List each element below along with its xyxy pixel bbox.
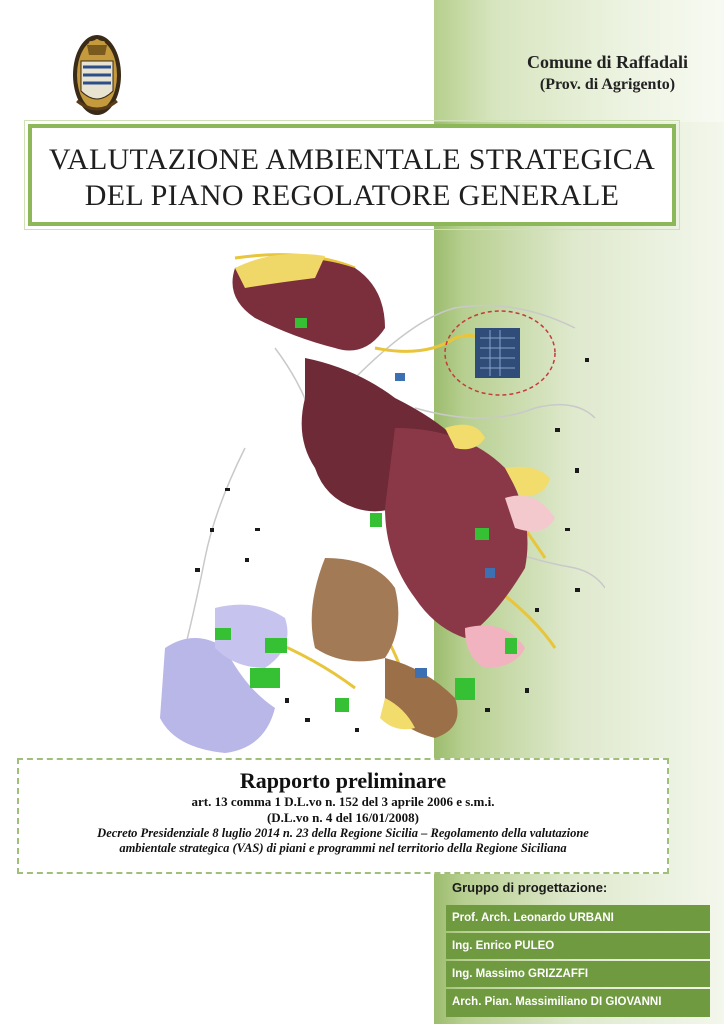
team-member: Arch. Pian. Massimiliano DI GIOVANNI — [446, 989, 710, 1017]
report-box — [17, 758, 669, 874]
team-member: Ing. Enrico PULEO — [446, 933, 710, 959]
title-line-1: VALUTAZIONE AMBIENTALE STRATEGICA — [48, 143, 656, 176]
report-law-reference: art. 13 comma 1 D.L.vo n. 152 del 3 aprile 2006 e s.m.i. — [191, 794, 495, 809]
report-regional-decree-2: ambientale strategica (VAS) di piani e programmi nel territorio della Regione Siciliana — [119, 841, 567, 855]
design-team-list — [446, 905, 710, 1019]
province-name: (Prov. di Agrigento) — [539, 76, 676, 93]
town-plan-map — [155, 228, 605, 758]
coat-of-arms-icon — [71, 31, 123, 119]
design-team-title: Gruppo di progettazione: — [452, 880, 608, 895]
team-member: Prof. Arch. Leonardo URBANI — [446, 905, 710, 931]
report-title: Rapporto preliminare — [239, 768, 447, 793]
report-decree-reference: (D.L.vo n. 4 del 16/01/2008) — [266, 810, 420, 825]
title-line-2: DEL PIANO REGOLATORE GENERALE — [84, 179, 620, 212]
municipality-header — [527, 50, 688, 96]
report-regional-decree-1: Decreto Presidenziale 8 luglio 2014 n. 23 della Regione Sicilia – Regolamento della valutazione — [97, 826, 589, 840]
document-title-box — [28, 124, 676, 226]
municipality-name: Comune di Raffadali — [526, 52, 688, 72]
team-member: Ing. Massimo GRIZZAFFI — [446, 961, 710, 987]
